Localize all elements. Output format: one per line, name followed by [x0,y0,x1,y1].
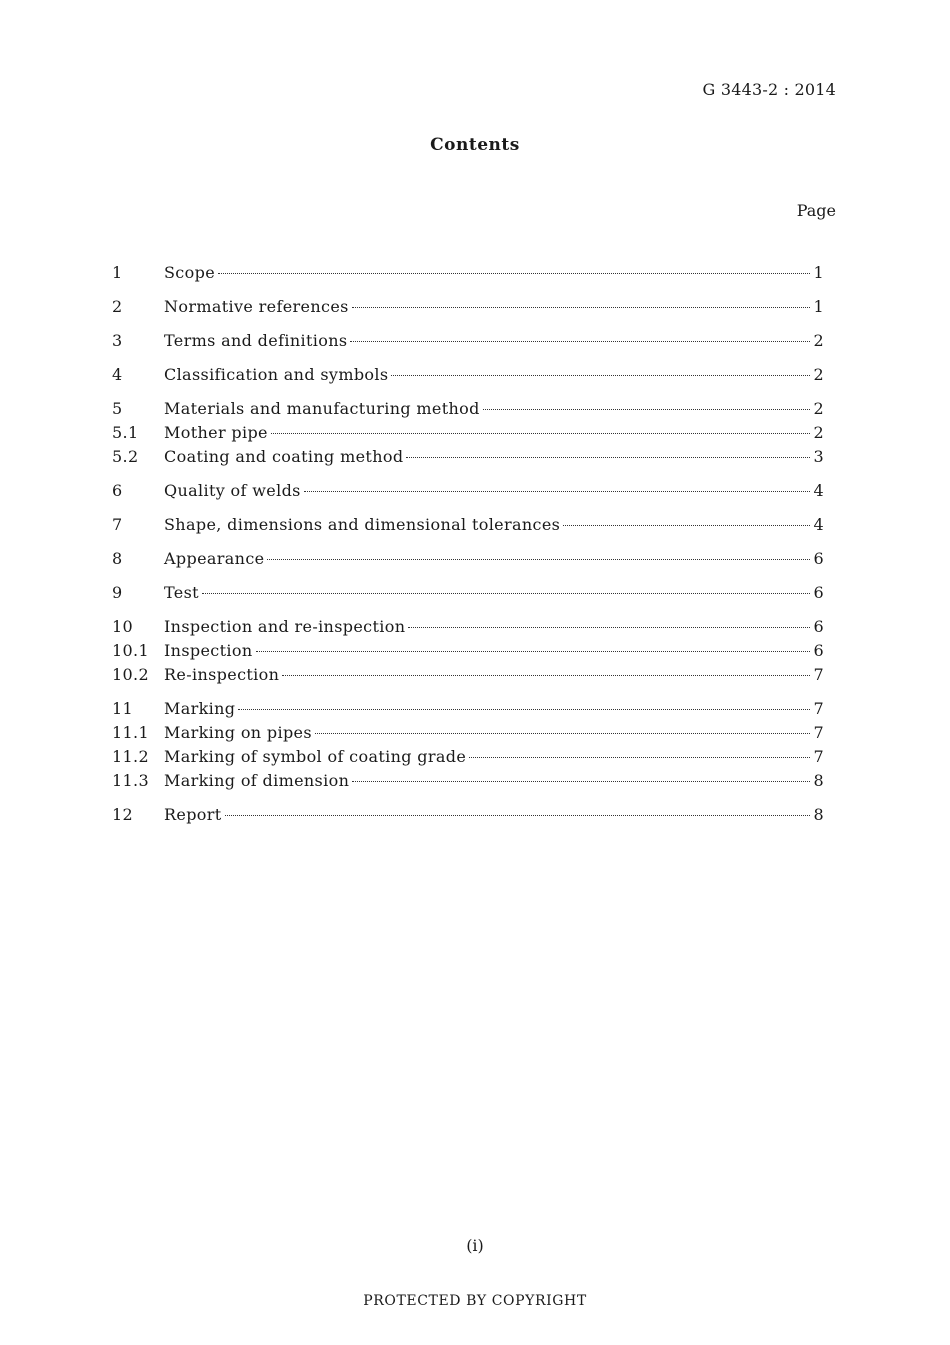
toc-entry-page: 2 [813,399,824,418]
toc-entry [112,583,824,607]
toc-group [112,805,824,829]
toc-entry-number: 5.1 [112,423,139,442]
toc-dot-leader [408,627,810,628]
table-of-contents [112,263,824,839]
toc-entry-title: Shape, dimensions and dimensional tolerances [164,515,561,534]
toc-group [112,583,824,607]
toc-entry-page: 2 [813,365,824,384]
toc-entry-page: 6 [813,617,824,636]
toc-dot-leader [267,559,810,560]
toc-entry-page: 6 [813,583,824,602]
toc-entry-title: Appearance [164,549,265,568]
toc-group [112,297,824,321]
toc-group [112,399,824,471]
toc-dot-leader [218,273,810,274]
toc-group [112,481,824,505]
toc-dot-leader [315,733,811,734]
toc-entry-title: Inspection [164,641,253,660]
toc-entry [112,665,824,689]
toc-entry-number: 11.1 [112,723,150,742]
document-id: G 3443-2 : 2014 [702,80,836,99]
toc-group [112,263,824,287]
toc-entry-page: 7 [813,723,824,742]
toc-dot-leader [256,651,811,652]
toc-entry-number: 2 [112,297,123,316]
toc-entry [112,331,824,355]
toc-entry-number: 10.2 [112,665,150,684]
toc-entry-title: Terms and definitions [164,331,348,350]
toc-entry-title: Marking [164,699,236,718]
toc-entry-number: 7 [112,515,123,534]
page-title: Contents [430,135,520,155]
toc-entry [112,423,824,447]
toc-dot-leader [352,307,811,308]
toc-entry [112,263,824,287]
toc-entry [112,481,824,505]
toc-entry [112,723,824,747]
copyright-notice: PROTECTED BY COPYRIGHT [363,1293,587,1309]
toc-group [112,331,824,355]
toc-group [112,617,824,689]
toc-dot-leader [282,675,810,676]
toc-entry [112,641,824,665]
toc-entry-page: 4 [813,481,824,500]
toc-entry [112,805,824,829]
toc-entry [112,617,824,641]
toc-entry-title: Report [164,805,222,824]
page-number: (i) [466,1236,484,1255]
toc-dot-leader [406,457,810,458]
toc-entry [112,399,824,423]
toc-entry [112,771,824,795]
toc-entry-title: Marking on pipes [164,723,312,742]
toc-entry-page: 2 [813,331,824,350]
toc-dot-leader [563,525,810,526]
toc-group [112,549,824,573]
toc-dot-leader [202,593,811,594]
toc-entry-number: 4 [112,365,123,384]
toc-entry [112,747,824,771]
toc-entry-title: Coating and coating method [164,447,404,466]
toc-group [112,365,824,389]
toc-entry-page: 7 [813,747,824,766]
toc-entry-number: 11 [112,699,134,718]
toc-entry-title: Mother pipe [164,423,268,442]
toc-entry-title: Normative references [164,297,349,316]
toc-entry-title: Marking of dimension [164,771,350,790]
toc-entry-number: 5.2 [112,447,139,466]
toc-entry [112,549,824,573]
toc-entry-page: 8 [813,805,824,824]
toc-dot-leader [350,341,810,342]
toc-entry-number: 6 [112,481,123,500]
toc-entry-title: Scope [164,263,216,282]
toc-entry [112,699,824,723]
toc-group [112,699,824,795]
toc-entry-page: 4 [813,515,824,534]
toc-entry-number: 12 [112,805,134,824]
toc-entry-number: 11.3 [112,771,150,790]
toc-entry-title: Marking of symbol of coating grade [164,747,467,766]
toc-dot-leader [238,709,810,710]
toc-entry-title: Test [164,583,199,602]
toc-entry-page: 6 [813,549,824,568]
toc-dot-leader [225,815,811,816]
toc-entry-page: 8 [813,771,824,790]
toc-entry-title: Quality of welds [164,481,301,500]
toc-dot-leader [469,757,810,758]
toc-entry-title: Classification and symbols [164,365,389,384]
toc-group [112,515,824,539]
toc-entry-number: 1 [112,263,123,282]
toc-entry [112,515,824,539]
toc-entry-page: 1 [813,297,824,316]
toc-entry-page: 1 [813,263,824,282]
toc-entry-number: 9 [112,583,123,602]
toc-entry [112,297,824,321]
toc-dot-leader [391,375,810,376]
toc-entry-page: 6 [813,641,824,660]
toc-entry-number: 10 [112,617,134,636]
toc-entry-number: 8 [112,549,123,568]
toc-entry-title: Re-inspection [164,665,280,684]
toc-entry-page: 3 [813,447,824,466]
toc-entry-number: 5 [112,399,123,418]
toc-entry [112,447,824,471]
toc-entry-page: 7 [813,699,824,718]
toc-dot-leader [304,491,811,492]
toc-entry [112,365,824,389]
page-column-label: Page [796,201,836,220]
toc-entry-page: 2 [813,423,824,442]
toc-entry-number: 10.1 [112,641,150,660]
toc-entry-page: 7 [813,665,824,684]
toc-dot-leader [271,433,811,434]
toc-entry-title: Materials and manufacturing method [164,399,480,418]
toc-dot-leader [352,781,810,782]
toc-entry-number: 11.2 [112,747,150,766]
toc-entry-number: 3 [112,331,123,350]
toc-entry-title: Inspection and re-inspection [164,617,406,636]
toc-dot-leader [483,409,811,410]
